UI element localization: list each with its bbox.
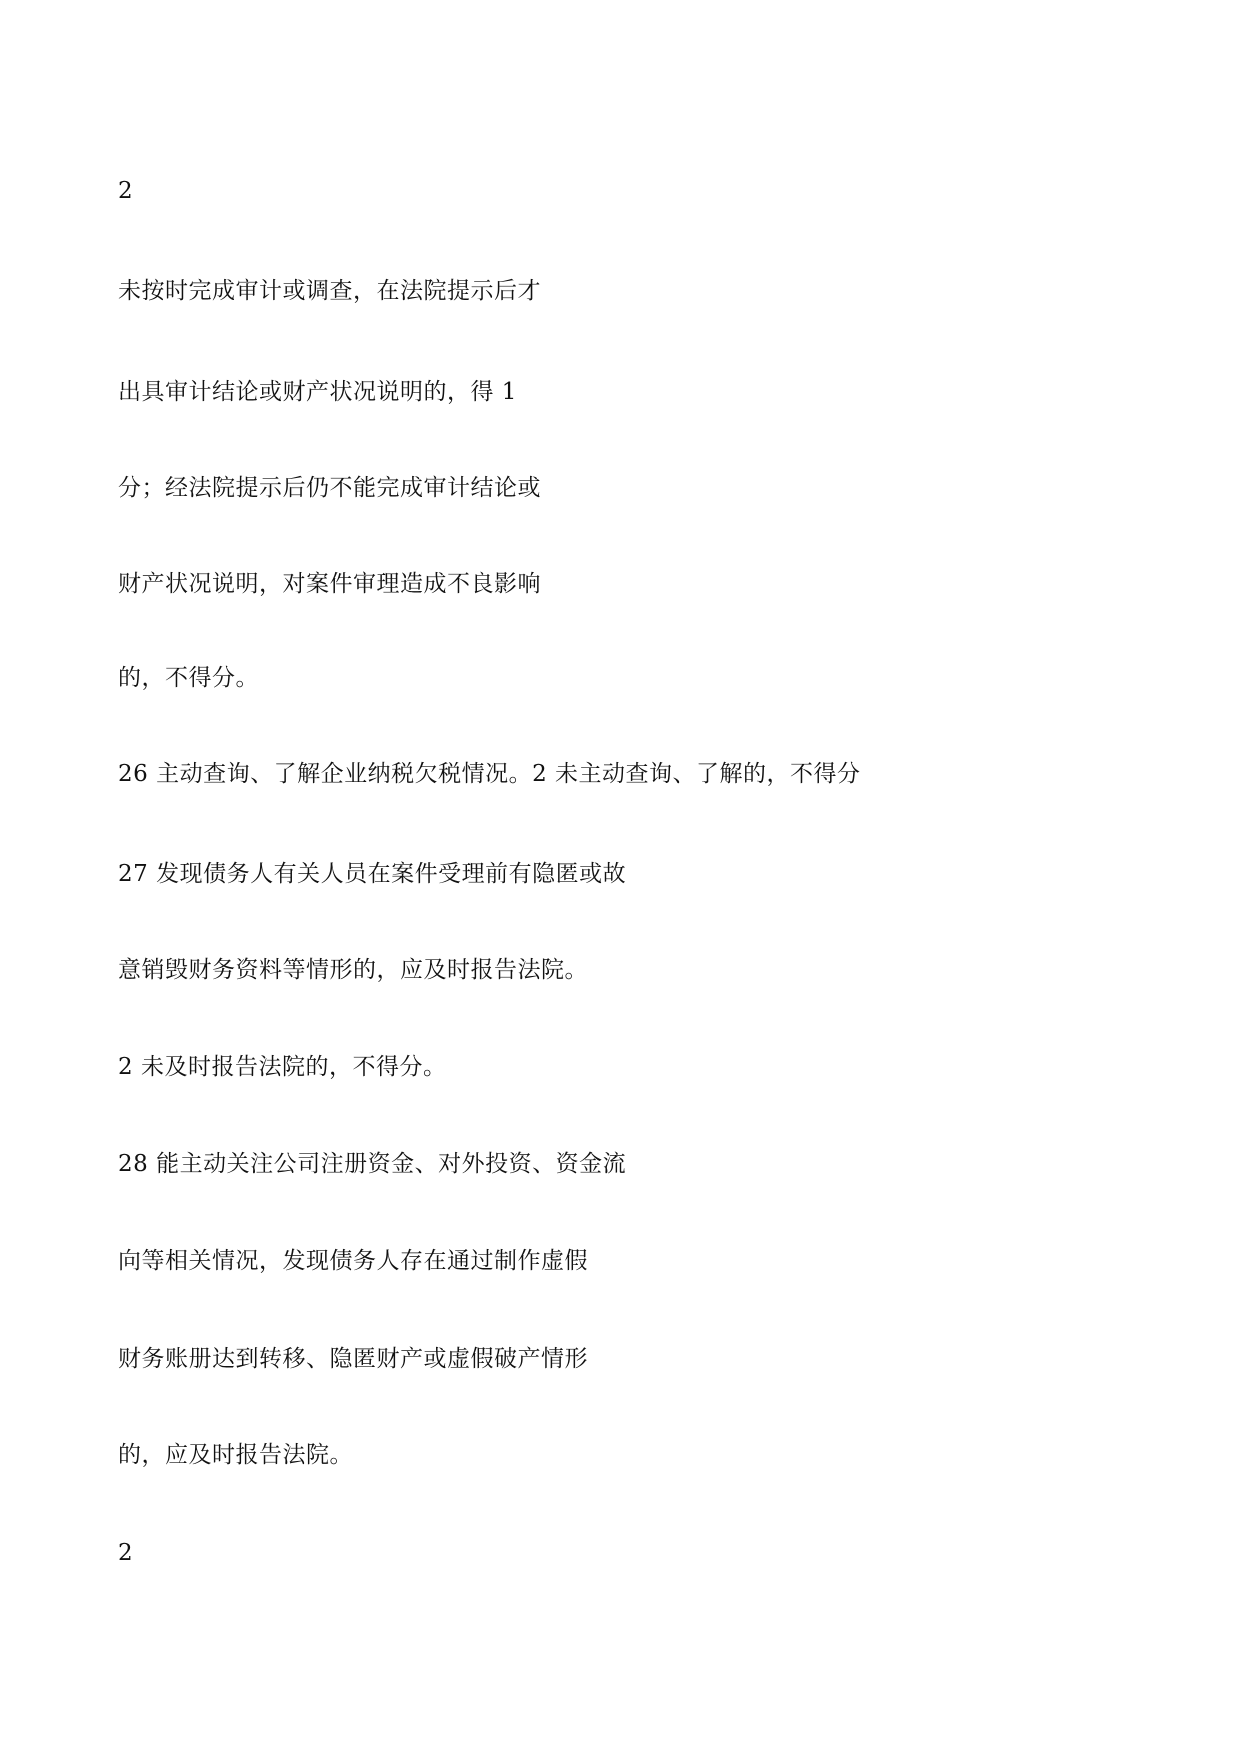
score-value: 2 xyxy=(118,1540,134,1566)
item-28-line: 28 能主动关注公司注册资金、对外投资、资金流 xyxy=(118,1151,627,1177)
text-line: 的，不得分。 xyxy=(118,665,259,691)
text-line: 分；经法院提示后仍不能完成审计结论或 xyxy=(118,475,541,501)
text-line: 财产状况说明，对案件审理造成不良影响 xyxy=(118,571,541,597)
text-line: 2 未及时报告法院的，不得分。 xyxy=(118,1054,447,1080)
text-line: 的，应及时报告法院。 xyxy=(118,1442,353,1468)
item-26-line: 26 主动查询、了解企业纳税欠税情况。2 未主动查询、了解的，不得分 xyxy=(118,761,861,787)
text-line: 财务账册达到转移、隐匿财产或虚假破产情形 xyxy=(118,1346,588,1372)
text-line: 向等相关情况，发现债务人存在通过制作虚假 xyxy=(118,1248,588,1274)
text-line: 意销毁财务资料等情形的，应及时报告法院。 xyxy=(118,957,588,983)
item-27-line: 27 发现债务人有关人员在案件受理前有隐匿或故 xyxy=(118,861,627,887)
text-line: 出具审计结论或财产状况说明的，得 1 xyxy=(118,379,517,405)
text-line: 未按时完成审计或调查，在法院提示后才 xyxy=(118,278,541,304)
score-value: 2 xyxy=(118,178,134,204)
